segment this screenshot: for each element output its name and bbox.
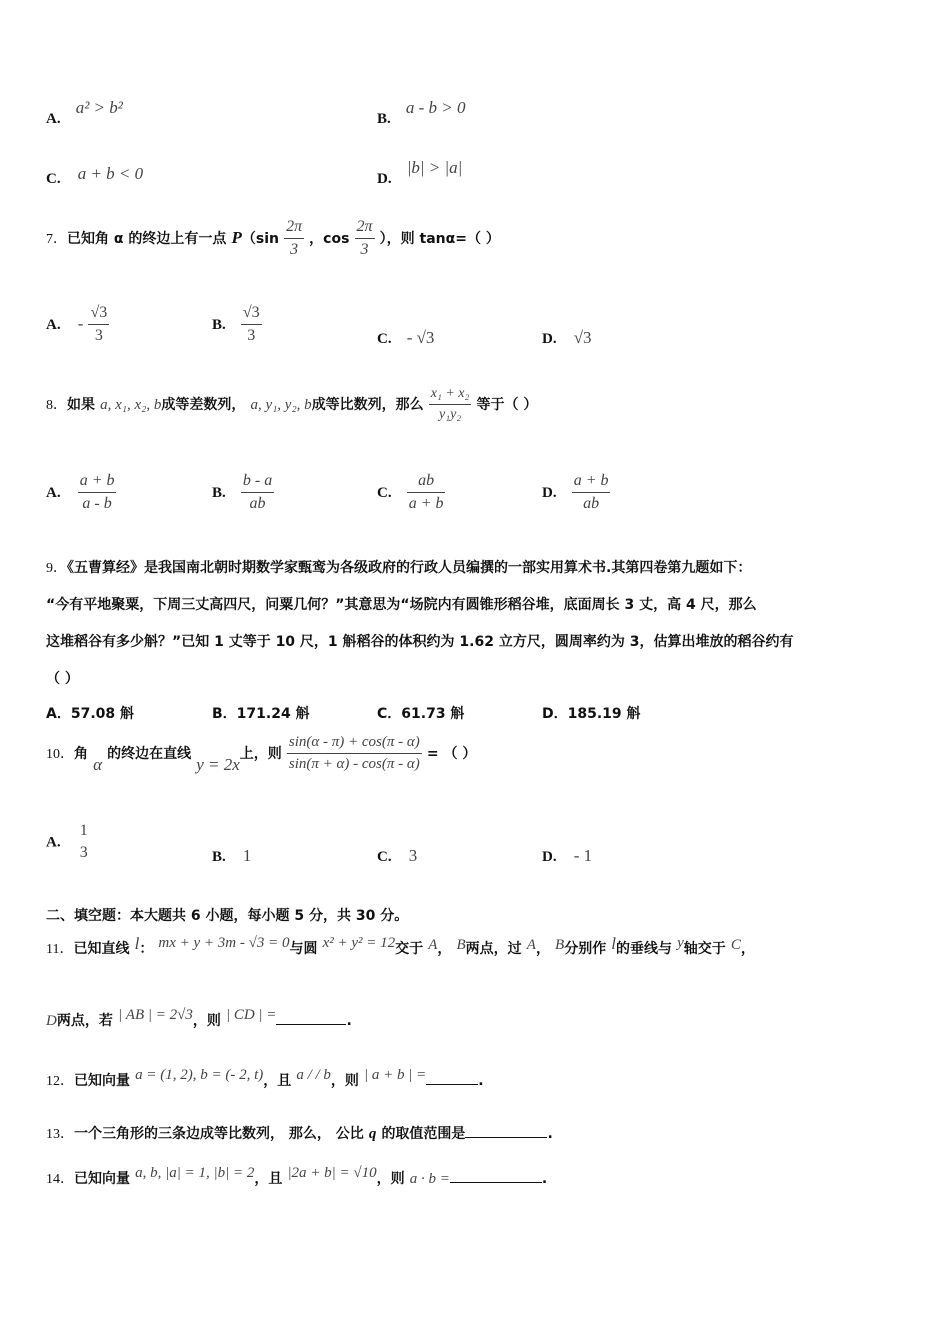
option-label: D. xyxy=(377,171,392,187)
option-label: C. xyxy=(377,331,392,347)
q7-option-c xyxy=(377,328,434,348)
q10-alpha: α xyxy=(93,755,103,774)
q11-ab-length: | AB | = 2√3 xyxy=(117,1007,193,1023)
option-expr: - 1 xyxy=(573,846,593,865)
q8-option-d xyxy=(542,472,610,513)
q9-option-c: C．61.73 斛 xyxy=(377,706,465,722)
q11-text-3: 与圆 xyxy=(289,941,318,957)
q11-point-b: B xyxy=(456,937,466,953)
q13-ratio-q: q xyxy=(368,1126,377,1142)
q12-parallel: a / / b xyxy=(296,1067,331,1083)
option-expr: a² > b² xyxy=(75,98,123,117)
option-label: D. xyxy=(542,849,557,865)
q9-line-1 xyxy=(46,557,751,577)
q7-text-4: ），则 tanα=（ ） xyxy=(379,231,500,247)
q8-stem xyxy=(46,386,537,423)
q10-text-3: 上，则 xyxy=(239,746,282,762)
q10-text-1: 角 xyxy=(74,746,88,762)
q14-text-2: ，且 xyxy=(254,1171,283,1187)
option-expr: |b| > |a| xyxy=(406,158,463,177)
option-expr: 3 xyxy=(408,846,418,865)
q13-text-1: 一个三角形的三条边成等比数列， 那么， 公比 xyxy=(74,1126,364,1142)
q8-option-b xyxy=(212,472,274,513)
q9-option-d: D．185.19 斛 xyxy=(542,706,641,722)
q11-circle-eq: x² + y² = 12 xyxy=(322,935,396,951)
q8-text-2: 成等差数列， xyxy=(161,397,246,413)
option-label: A. xyxy=(46,317,61,333)
option-fraction: $\frac{√3}{3}$ xyxy=(90,304,108,344)
section-heading: 二、填空题：本大题共 6 小题，每小题 5 分，共 30 分。 xyxy=(46,908,409,924)
q11-point-c: C xyxy=(730,937,741,953)
q7-fraction-sin: $\frac{2\pi}{3}$ xyxy=(286,218,303,258)
answer-blank[interactable] xyxy=(426,1070,478,1085)
q10-option-c xyxy=(377,846,417,866)
q7-point: P xyxy=(231,228,242,247)
answer-blank[interactable] xyxy=(276,1010,346,1025)
q7-text-1: 已知角 α 的终边上有一点 xyxy=(67,231,227,247)
question-number: 10． xyxy=(46,747,74,762)
q6-option-d xyxy=(377,158,463,188)
q12-expr: | a + b | = xyxy=(364,1067,427,1083)
q11-end: . xyxy=(346,1013,352,1029)
q11-comma-3: ， xyxy=(740,941,755,957)
q11-line-2 xyxy=(46,1007,352,1030)
option-fraction: $\frac{a + b}{a - b}$ xyxy=(79,472,115,512)
q14-text-3: ，则 xyxy=(376,1171,405,1187)
q11-line-l: l xyxy=(134,934,140,953)
q8-seq-geo: a, y₁, y₂, b xyxy=(250,397,312,413)
q7-text-3: ，cos xyxy=(309,231,350,247)
q11-text-5: 两点，过 xyxy=(465,941,522,957)
q11-comma: ， xyxy=(437,941,452,957)
option-fraction: 1 3 xyxy=(79,822,88,861)
q8-option-a xyxy=(46,472,116,513)
q9-line-2: “今有平地聚粟，下周三丈高四尺，问粟几何？”其意思为“场院内有圆锥形稻谷堆，底面周长 3 丈，高 4 尺，那么 xyxy=(46,597,757,613)
q9-text-line-1: 《五曹算经》是我国南北朝时期数学家甄鸾为各级政府的行政人员编撰的一部实用算术书.其第四卷第九题如下： xyxy=(67,560,752,576)
question-number: 11． xyxy=(46,942,74,957)
question-number: 8． xyxy=(46,398,67,413)
q12-text-1: 已知向量 xyxy=(74,1073,130,1089)
option-label: C. xyxy=(377,485,392,501)
q10-option-b xyxy=(212,846,251,866)
q10-text-4: = （ ） xyxy=(426,746,477,762)
q11-text-7: 的垂线与 xyxy=(616,941,673,957)
q7-stem xyxy=(46,218,500,259)
q11-line-1 xyxy=(46,934,755,958)
q12-stem xyxy=(46,1067,484,1090)
q14-condition-2: |2a + b| = √10 xyxy=(287,1165,377,1181)
q7-option-d xyxy=(542,328,592,348)
q11-text-9: 两点，若 xyxy=(56,1013,113,1029)
q10-line-eq: y = 2x xyxy=(196,755,240,774)
option-expr: 1 xyxy=(242,846,252,865)
q7-fraction-cos: $\frac{2\pi}{3}$ xyxy=(356,218,373,258)
q13-end: . xyxy=(547,1126,553,1142)
option-label: C. xyxy=(46,171,61,187)
q8-seq-arith: a, x₁, x₂, b xyxy=(100,397,162,413)
answer-blank[interactable] xyxy=(450,1168,542,1183)
option-expr: a - b > 0 xyxy=(405,98,466,117)
q12-end: . xyxy=(478,1073,484,1089)
q12-vectors: a = (1, 2), b = (- 2, t) xyxy=(135,1067,264,1083)
q9-option-b: B．171.24 斛 xyxy=(212,706,310,722)
q11-line-l-2: l xyxy=(611,934,617,953)
q11-point-a: A xyxy=(428,937,438,953)
q9-option-a: A．57.08 斛 xyxy=(46,706,134,722)
q6-option-b xyxy=(377,98,466,128)
q7-option-a xyxy=(46,304,109,345)
q11-axis-y: y xyxy=(677,935,684,951)
q10-fraction: $\frac{\sin(\alpha - \pi) + \cos(\pi - \alpha)}{\sin(\pi + \alpha) - \cos(\pi - \alpha)}$ xyxy=(288,734,420,772)
option-label: A. xyxy=(46,111,61,127)
q8-fraction: $\frac{\text{x₁ + x₂}}{\text{y₁y₂}}$ xyxy=(430,386,470,422)
option-fraction: $\frac{b - a}{ab}$ xyxy=(242,472,273,512)
option-expr: - √3 xyxy=(406,328,435,347)
q10-text-2: 的终边在直线 xyxy=(107,746,192,762)
option-fraction: $\frac{a + b}{ab}$ xyxy=(573,472,609,512)
answer-blank[interactable] xyxy=(465,1123,547,1138)
q6-option-c xyxy=(46,164,144,188)
option-label: D. xyxy=(542,485,557,501)
option-expr: √3 xyxy=(573,328,592,347)
option-label: B. xyxy=(212,317,226,333)
option-label: A. xyxy=(46,485,61,501)
question-number: 12． xyxy=(46,1074,74,1089)
q12-text-3: ，则 xyxy=(330,1073,359,1089)
q14-text-1: 已知向量 xyxy=(74,1171,130,1187)
q10-option-a xyxy=(46,822,90,862)
question-number: 9． xyxy=(46,561,67,576)
q13-text-2: 的取值范围是 xyxy=(381,1126,466,1142)
q13-stem xyxy=(46,1123,553,1143)
option-label: D. xyxy=(542,331,557,347)
q11-text-10: ，则 xyxy=(192,1013,221,1029)
q10-stem xyxy=(46,734,476,773)
option-label: A. xyxy=(46,834,61,851)
q10-option-d xyxy=(542,846,592,866)
q11-point-b-2: B xyxy=(555,937,565,953)
q7-text-2: （sin xyxy=(241,231,279,247)
q8-text-1: 如果 xyxy=(67,397,95,413)
question-number: 14． xyxy=(46,1172,74,1187)
q11-text-8: 轴交于 xyxy=(683,941,726,957)
q8-text-3: 成等比数列，那么 xyxy=(311,397,424,413)
q14-end: . xyxy=(541,1171,548,1187)
q11-text-6: 分别作 xyxy=(564,941,607,957)
question-number: 13． xyxy=(46,1127,74,1142)
question-number: 7． xyxy=(46,232,67,247)
option-fraction: $\frac{ab}{a + b}$ xyxy=(408,472,444,512)
q11-line-eq: mx + y + 3m - √3 = 0 xyxy=(158,935,290,951)
option-label: C. xyxy=(377,849,392,865)
q11-text-1: 已知直线 xyxy=(73,941,130,957)
q8-option-c xyxy=(377,472,445,513)
option-label: B. xyxy=(377,111,391,127)
q12-text-2: ，且 xyxy=(263,1073,292,1089)
option-expr: a + b < 0 xyxy=(77,164,144,183)
q6-option-a xyxy=(46,98,123,128)
option-sign: - xyxy=(77,314,84,333)
q11-cd-expr: | CD | = xyxy=(225,1007,277,1023)
q14-condition: a, b, |a| = 1, |b| = 2 xyxy=(135,1165,255,1181)
q11-point-d: D xyxy=(46,1013,57,1029)
q9-line-3: 这堆稻谷有多少斛？”已知 1 丈等于 10 尺，1 斛稻谷的体积约为 1.62 立方尺，圆周率约为 3，估算出堆放的稻谷约有 xyxy=(46,634,794,650)
q7-option-b xyxy=(212,304,262,345)
q11-point-a-2: A xyxy=(526,937,536,953)
q11-text-2: ： xyxy=(139,941,154,957)
q14-dot-expr: a · b = xyxy=(409,1171,450,1187)
option-fraction: $\frac{√3}{3}$ xyxy=(242,304,260,344)
option-label: B. xyxy=(212,485,226,501)
q11-comma-2: ， xyxy=(535,941,550,957)
q8-text-4: 等于（ ） xyxy=(476,397,538,413)
option-label: B. xyxy=(212,849,226,865)
q11-text-4: 交于 xyxy=(395,941,424,957)
q14-stem xyxy=(46,1165,548,1188)
q9-line-4: （ ） xyxy=(46,671,79,687)
